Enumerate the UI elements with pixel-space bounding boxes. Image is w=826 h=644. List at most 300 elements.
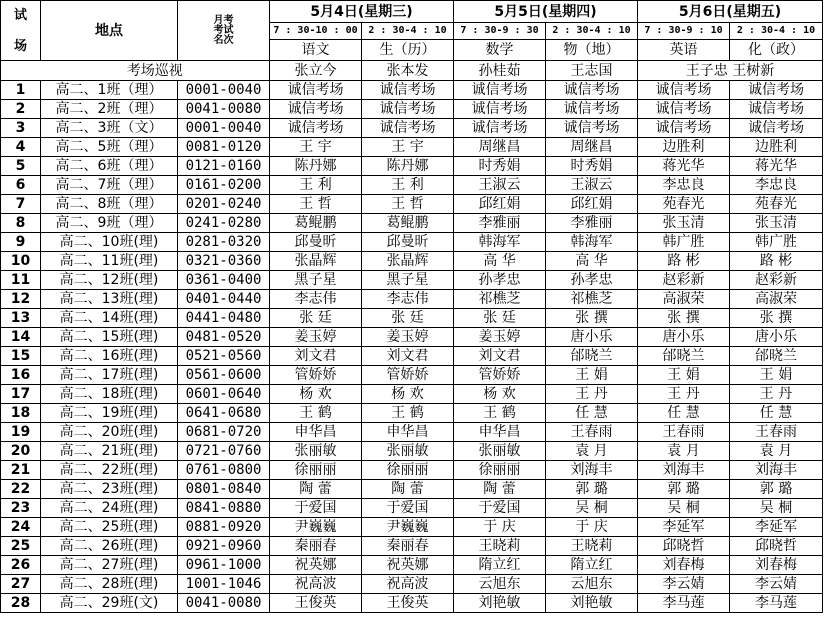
table-row — [1, 100, 823, 119]
proctor-cell: 王 丹 — [546, 385, 638, 404]
room-number-cell: 24 — [1, 518, 41, 537]
proctor-cell: 边胜利 — [730, 138, 823, 157]
room-number-cell: 6 — [1, 176, 41, 195]
proctor-cell: 诚信考场 — [546, 100, 638, 119]
table-row — [1, 138, 823, 157]
proctor-cell: 王 鹤 — [270, 404, 362, 423]
proctor-cell: 王晓莉 — [546, 537, 638, 556]
proctor-cell: 张丽敏 — [454, 442, 546, 461]
proctor-cell: 路 彬 — [730, 252, 823, 271]
room-number-cell: 28 — [1, 594, 41, 613]
proctor-cell: 高淑荣 — [730, 290, 823, 309]
proctor-cell: 诚信考场 — [730, 100, 823, 119]
location-cell: 高二、6班（理） — [41, 157, 178, 176]
room-number-cell: 12 — [1, 290, 41, 309]
patrol-day-2-am: 孙桂茹 — [454, 61, 546, 81]
table-row — [1, 499, 823, 518]
proctor-cell: 高 华 — [546, 252, 638, 271]
proctor-cell: 刘艳敏 — [454, 594, 546, 613]
proctor-cell: 李马莲 — [730, 594, 823, 613]
meta-line-3: 名次 — [213, 34, 234, 46]
proctor-cell: 隋立红 — [454, 556, 546, 575]
table-row — [1, 309, 823, 328]
proctor-cell: 吴 桐 — [730, 499, 823, 518]
proctor-cell: 王淑云 — [454, 176, 546, 195]
location-cell: 高二、20班(理) — [41, 423, 178, 442]
rank-range-cell: 0561-0600 — [178, 366, 270, 385]
location-cell: 高二、19班(理) — [41, 404, 178, 423]
location-cell: 高二、23班(理) — [41, 480, 178, 499]
proctor-cell: 周继昌 — [454, 138, 546, 157]
test-room-header-top: 试 — [13, 7, 27, 23]
proctor-cell: 祝英娜 — [362, 556, 454, 575]
proctor-cell: 张晶辉 — [270, 252, 362, 271]
proctor-cell: 隋立红 — [546, 556, 638, 575]
proctor-cell: 尹巍巍 — [362, 518, 454, 537]
day-3-header: 5月6日(星期五) — [638, 1, 823, 23]
proctor-cell: 祁樵芝 — [546, 290, 638, 309]
location-cell: 高二、12班(理) — [41, 271, 178, 290]
location-cell: 高二、9班（理） — [41, 214, 178, 233]
meta-line-1: 月考 — [213, 14, 234, 26]
proctor-cell: 王 娟 — [638, 366, 730, 385]
proctor-cell: 王 鹤 — [454, 404, 546, 423]
proctor-cell: 陈丹娜 — [270, 157, 362, 176]
proctor-cell: 李延军 — [638, 518, 730, 537]
proctor-cell: 张 廷 — [270, 309, 362, 328]
proctor-cell: 郭 璐 — [546, 480, 638, 499]
test-room-header — [1, 1, 41, 61]
proctor-cell: 蒋光华 — [730, 157, 823, 176]
rank-range-cell: 0081-0120 — [178, 138, 270, 157]
day-1-time-pm: 2 : 30-4 : 10 — [362, 23, 454, 40]
proctor-cell: 诚信考场 — [270, 81, 362, 100]
rank-range-cell: 0321-0360 — [178, 252, 270, 271]
proctor-cell: 于爱国 — [270, 499, 362, 518]
proctor-cell: 诚信考场 — [362, 119, 454, 138]
proctor-cell: 王 宇 — [362, 138, 454, 157]
rank-range-cell: 0721-0760 — [178, 442, 270, 461]
room-number-cell: 9 — [1, 233, 41, 252]
proctor-cell: 任 慧 — [546, 404, 638, 423]
proctor-cell: 邱曼昕 — [270, 233, 362, 252]
table-row — [1, 195, 823, 214]
room-number-cell: 23 — [1, 499, 41, 518]
proctor-cell: 韩广胜 — [638, 233, 730, 252]
location-cell: 高二、14班(理) — [41, 309, 178, 328]
proctor-cell: 王 丹 — [638, 385, 730, 404]
location-cell: 高二、2班（理） — [41, 100, 178, 119]
proctor-cell: 杨 欢 — [362, 385, 454, 404]
proctor-cell: 任 慧 — [730, 404, 823, 423]
proctor-cell: 张 撰 — [638, 309, 730, 328]
proctor-cell: 邱曼昕 — [362, 233, 454, 252]
table-row — [1, 480, 823, 499]
proctor-cell: 高淑荣 — [638, 290, 730, 309]
proctor-cell: 云旭东 — [454, 575, 546, 594]
table-row — [1, 442, 823, 461]
monthly-exam-rank-header — [178, 1, 270, 61]
location-cell: 高二、24班(理) — [41, 499, 178, 518]
proctor-cell: 邱晓哲 — [730, 537, 823, 556]
table-row — [1, 157, 823, 176]
rank-range-cell: 0041-0080 — [178, 594, 270, 613]
proctor-cell: 于爱国 — [454, 499, 546, 518]
location-cell: 高二、8班（理） — [41, 195, 178, 214]
proctor-cell: 邱晓哲 — [638, 537, 730, 556]
rank-range-cell: 0241-0280 — [178, 214, 270, 233]
proctor-cell: 王春雨 — [546, 423, 638, 442]
proctor-cell: 张 撰 — [730, 309, 823, 328]
proctor-cell: 诚信考场 — [730, 119, 823, 138]
table-row — [1, 214, 823, 233]
proctor-cell: 邰晓兰 — [730, 347, 823, 366]
proctor-cell: 张 撰 — [546, 309, 638, 328]
proctor-cell: 周继昌 — [546, 138, 638, 157]
proctor-cell: 李忠良 — [730, 176, 823, 195]
rank-range-cell: 0601-0640 — [178, 385, 270, 404]
proctor-cell: 申华昌 — [454, 423, 546, 442]
proctor-cell: 秦丽春 — [362, 537, 454, 556]
proctor-cell: 边胜利 — [638, 138, 730, 157]
proctor-cell: 赵彩新 — [730, 271, 823, 290]
proctor-cell: 吴 桐 — [638, 499, 730, 518]
proctor-cell: 祝高波 — [270, 575, 362, 594]
table-row — [1, 119, 823, 138]
room-number-cell: 22 — [1, 480, 41, 499]
table-row — [1, 556, 823, 575]
proctor-cell: 黑子星 — [270, 271, 362, 290]
day-1-time-am: 7 : 30-10 : 00 — [270, 23, 362, 40]
rank-range-cell: 0521-0560 — [178, 347, 270, 366]
patrol-day-1-am: 张立今 — [270, 61, 362, 81]
proctor-cell: 刘文君 — [454, 347, 546, 366]
proctor-cell: 诚信考场 — [638, 100, 730, 119]
rank-range-cell: 0881-0920 — [178, 518, 270, 537]
proctor-cell: 李马莲 — [638, 594, 730, 613]
table-row — [1, 537, 823, 556]
subject-math: 数学 — [454, 40, 546, 61]
rank-range-cell: 0961-1000 — [178, 556, 270, 575]
proctor-cell: 刘海丰 — [546, 461, 638, 480]
proctor-cell: 云旭东 — [546, 575, 638, 594]
proctor-cell: 李雅丽 — [546, 214, 638, 233]
location-cell: 高二、11班(理) — [41, 252, 178, 271]
proctor-cell: 唐小乐 — [638, 328, 730, 347]
rank-range-cell: 0441-0480 — [178, 309, 270, 328]
table-row — [1, 233, 823, 252]
proctor-cell: 袁 月 — [730, 442, 823, 461]
room-number-cell: 3 — [1, 119, 41, 138]
proctor-cell: 张丽敏 — [362, 442, 454, 461]
room-number-cell: 8 — [1, 214, 41, 233]
day-3-time-am: 7 : 30-9 : 10 — [638, 23, 730, 40]
rank-range-cell: 0161-0200 — [178, 176, 270, 195]
room-number-cell: 13 — [1, 309, 41, 328]
table-row — [1, 271, 823, 290]
proctor-cell: 吴 桐 — [546, 499, 638, 518]
meta-line-2: 考试 — [213, 24, 234, 36]
rank-range-cell: 0481-0520 — [178, 328, 270, 347]
location-cell: 高二、13班(理) — [41, 290, 178, 309]
location-cell: 高二、26班(理) — [41, 537, 178, 556]
room-number-cell: 15 — [1, 347, 41, 366]
rank-range-cell: 0001-0040 — [178, 81, 270, 100]
proctor-cell: 张 廷 — [454, 309, 546, 328]
proctor-cell: 于 庆 — [546, 518, 638, 537]
proctor-cell: 唐小乐 — [546, 328, 638, 347]
proctor-cell: 王 哲 — [362, 195, 454, 214]
proctor-cell: 诚信考场 — [270, 119, 362, 138]
proctor-cell: 张玉清 — [730, 214, 823, 233]
location-cell: 高二、17班(理) — [41, 366, 178, 385]
proctor-cell: 高 华 — [454, 252, 546, 271]
proctor-cell: 诚信考场 — [362, 81, 454, 100]
proctor-cell: 王俊英 — [362, 594, 454, 613]
rank-range-cell: 0841-0880 — [178, 499, 270, 518]
proctor-cell: 时秀娟 — [454, 157, 546, 176]
proctor-cell: 陈丹娜 — [362, 157, 454, 176]
location-cell: 高二、16班(理) — [41, 347, 178, 366]
table-row — [1, 423, 823, 442]
subject-biology-history: 生（历） — [362, 40, 454, 61]
proctor-cell: 于 庆 — [454, 518, 546, 537]
proctor-cell: 诚信考场 — [454, 100, 546, 119]
proctor-cell: 袁 月 — [546, 442, 638, 461]
proctor-cell: 秦丽春 — [270, 537, 362, 556]
room-number-cell: 10 — [1, 252, 41, 271]
room-number-cell: 19 — [1, 423, 41, 442]
room-number-cell: 20 — [1, 442, 41, 461]
proctor-cell: 苑春光 — [730, 195, 823, 214]
location-cell: 高二、7班（理） — [41, 176, 178, 195]
proctor-cell: 刘文君 — [270, 347, 362, 366]
proctor-cell: 黑子星 — [362, 271, 454, 290]
room-number-cell: 5 — [1, 157, 41, 176]
proctor-cell: 陶 蕾 — [270, 480, 362, 499]
rank-range-cell: 0921-0960 — [178, 537, 270, 556]
proctor-cell: 时秀娟 — [546, 157, 638, 176]
table-row — [1, 575, 823, 594]
day-2-header: 5月5日(星期四) — [454, 1, 638, 23]
table-row — [1, 347, 823, 366]
proctor-cell: 诚信考场 — [638, 81, 730, 100]
patrol-day-1-pm: 张本发 — [362, 61, 454, 81]
subject-english: 英语 — [638, 40, 730, 61]
proctor-cell: 袁 月 — [638, 442, 730, 461]
table-row — [1, 176, 823, 195]
location-cell: 高二、18班(理) — [41, 385, 178, 404]
proctor-cell: 刘海丰 — [638, 461, 730, 480]
proctor-cell: 诚信考场 — [454, 119, 546, 138]
location-cell: 高二、3班（文） — [41, 119, 178, 138]
subject-chemistry-politics: 化（政） — [730, 40, 823, 61]
room-number-cell: 7 — [1, 195, 41, 214]
proctor-cell: 孙孝忠 — [546, 271, 638, 290]
proctor-cell: 李云婧 — [638, 575, 730, 594]
proctor-cell: 徐丽丽 — [362, 461, 454, 480]
location-cell: 高二、10班(理) — [41, 233, 178, 252]
location-cell: 高二、29班(文) — [41, 594, 178, 613]
proctor-cell: 申华昌 — [270, 423, 362, 442]
proctor-cell: 诚信考场 — [454, 81, 546, 100]
patrol-day-3: 王子忠 王树新 — [638, 61, 823, 81]
proctor-cell: 韩广胜 — [730, 233, 823, 252]
rank-range-cell: 1001-1046 — [178, 575, 270, 594]
proctor-cell: 王俊英 — [270, 594, 362, 613]
proctor-cell: 杨 欢 — [454, 385, 546, 404]
proctor-cell: 李忠良 — [638, 176, 730, 195]
subject-physics-geography: 物（地） — [546, 40, 638, 61]
room-number-cell: 1 — [1, 81, 41, 100]
proctor-cell: 管娇娇 — [454, 366, 546, 385]
subject-chinese: 语文 — [270, 40, 362, 61]
proctor-cell: 邰晓兰 — [546, 347, 638, 366]
proctor-cell: 王 利 — [270, 176, 362, 195]
proctor-cell: 徐丽丽 — [270, 461, 362, 480]
proctor-cell: 王春雨 — [730, 423, 823, 442]
room-number-cell: 27 — [1, 575, 41, 594]
proctor-cell: 王 利 — [362, 176, 454, 195]
proctor-cell: 祝高波 — [362, 575, 454, 594]
table-row — [1, 594, 823, 613]
proctor-cell: 尹巍巍 — [270, 518, 362, 537]
location-cell: 高二、27班(理) — [41, 556, 178, 575]
room-number-cell: 21 — [1, 461, 41, 480]
proctor-cell: 诚信考场 — [362, 100, 454, 119]
proctor-cell: 孙孝忠 — [454, 271, 546, 290]
rank-range-cell: 0281-0320 — [178, 233, 270, 252]
proctor-cell: 李延军 — [730, 518, 823, 537]
rank-range-cell: 0761-0800 — [178, 461, 270, 480]
proctor-cell: 路 彬 — [638, 252, 730, 271]
proctor-cell: 刘海丰 — [730, 461, 823, 480]
day-3-time-pm: 2 : 30-4 : 10 — [730, 23, 823, 40]
location-cell: 高二、28班(理) — [41, 575, 178, 594]
proctor-cell: 赵彩新 — [638, 271, 730, 290]
room-number-cell: 16 — [1, 366, 41, 385]
proctor-cell: 徐丽丽 — [454, 461, 546, 480]
location-cell: 高二、5班（理） — [41, 138, 178, 157]
proctor-cell: 苑春光 — [638, 195, 730, 214]
patrol-label: 考场巡视 — [41, 61, 270, 81]
proctor-cell: 王晓莉 — [454, 537, 546, 556]
rank-range-cell: 0641-0680 — [178, 404, 270, 423]
room-number-cell: 18 — [1, 404, 41, 423]
proctor-cell: 王 娟 — [730, 366, 823, 385]
table-row — [1, 252, 823, 271]
proctor-cell: 王春雨 — [638, 423, 730, 442]
day-2-time-am: 7 : 30-9 : 30 — [454, 23, 546, 40]
room-number-cell: 14 — [1, 328, 41, 347]
test-room-header-bottom: 场 — [13, 38, 27, 54]
proctor-cell: 邱红娟 — [454, 195, 546, 214]
proctor-cell: 刘艳敏 — [546, 594, 638, 613]
proctor-cell: 刘春梅 — [730, 556, 823, 575]
room-number-cell: 2 — [1, 100, 41, 119]
patrol-day-2-pm: 王志国 — [546, 61, 638, 81]
location-cell: 高二、15班(理) — [41, 328, 178, 347]
rank-range-cell: 0361-0400 — [178, 271, 270, 290]
table-row — [1, 518, 823, 537]
proctor-cell: 王 哲 — [270, 195, 362, 214]
proctor-cell: 郭 璐 — [730, 480, 823, 499]
proctor-cell: 邱红娟 — [546, 195, 638, 214]
proctor-cell: 李志伟 — [270, 290, 362, 309]
proctor-cell: 张玉清 — [638, 214, 730, 233]
table-row — [1, 385, 823, 404]
room-number-cell: 25 — [1, 537, 41, 556]
day-2-time-pm: 2 : 30-4 : 10 — [546, 23, 638, 40]
location-cell: 高二、22班(理) — [41, 461, 178, 480]
proctor-cell: 于爱国 — [362, 499, 454, 518]
table-row — [1, 81, 823, 100]
table-row — [1, 366, 823, 385]
proctor-cell: 刘文君 — [362, 347, 454, 366]
table-row — [1, 328, 823, 347]
rank-range-cell: 0401-0440 — [178, 290, 270, 309]
proctor-cell: 诚信考场 — [546, 81, 638, 100]
proctor-cell: 张晶辉 — [362, 252, 454, 271]
proctor-cell: 李云婧 — [730, 575, 823, 594]
proctor-cell: 王 鹤 — [362, 404, 454, 423]
location-cell: 高二、1班（理） — [41, 81, 178, 100]
proctor-cell: 诚信考场 — [730, 81, 823, 100]
proctor-cell: 王淑云 — [546, 176, 638, 195]
proctor-cell: 申华昌 — [362, 423, 454, 442]
room-number-cell: 17 — [1, 385, 41, 404]
proctor-cell: 王 丹 — [730, 385, 823, 404]
patrol-spacer — [1, 61, 41, 81]
table-row — [1, 461, 823, 480]
proctor-cell: 邰晓兰 — [638, 347, 730, 366]
proctor-cell: 刘春梅 — [638, 556, 730, 575]
table-row — [1, 404, 823, 423]
proctor-cell: 杨 欢 — [270, 385, 362, 404]
room-number-cell: 11 — [1, 271, 41, 290]
proctor-cell: 李志伟 — [362, 290, 454, 309]
room-number-cell: 4 — [1, 138, 41, 157]
proctor-cell: 郭 璐 — [638, 480, 730, 499]
proctor-cell: 陶 蕾 — [454, 480, 546, 499]
proctor-cell: 任 慧 — [638, 404, 730, 423]
proctor-cell: 管娇娇 — [270, 366, 362, 385]
rank-range-cell: 0201-0240 — [178, 195, 270, 214]
proctor-cell: 李雅丽 — [454, 214, 546, 233]
rank-range-cell: 0041-0080 — [178, 100, 270, 119]
proctor-cell: 祁樵芝 — [454, 290, 546, 309]
proctor-cell: 诚信考场 — [638, 119, 730, 138]
proctor-cell: 祝英娜 — [270, 556, 362, 575]
proctor-cell: 韩海军 — [454, 233, 546, 252]
location-cell: 高二、25班(理) — [41, 518, 178, 537]
proctor-cell: 姜玉婷 — [362, 328, 454, 347]
rank-range-cell: 0001-0040 — [178, 119, 270, 138]
room-number-cell: 26 — [1, 556, 41, 575]
proctor-cell: 王 宇 — [270, 138, 362, 157]
rank-range-cell: 0681-0720 — [178, 423, 270, 442]
location-cell: 高二、21班(理) — [41, 442, 178, 461]
table-row — [1, 290, 823, 309]
location-header: 地点 — [41, 1, 178, 61]
proctor-cell: 张丽敏 — [270, 442, 362, 461]
proctor-cell: 姜玉婷 — [454, 328, 546, 347]
proctor-cell: 诚信考场 — [546, 119, 638, 138]
proctor-cell: 张 廷 — [362, 309, 454, 328]
proctor-cell: 诚信考场 — [270, 100, 362, 119]
rank-range-cell: 0801-0840 — [178, 480, 270, 499]
proctor-cell: 蒋光华 — [638, 157, 730, 176]
